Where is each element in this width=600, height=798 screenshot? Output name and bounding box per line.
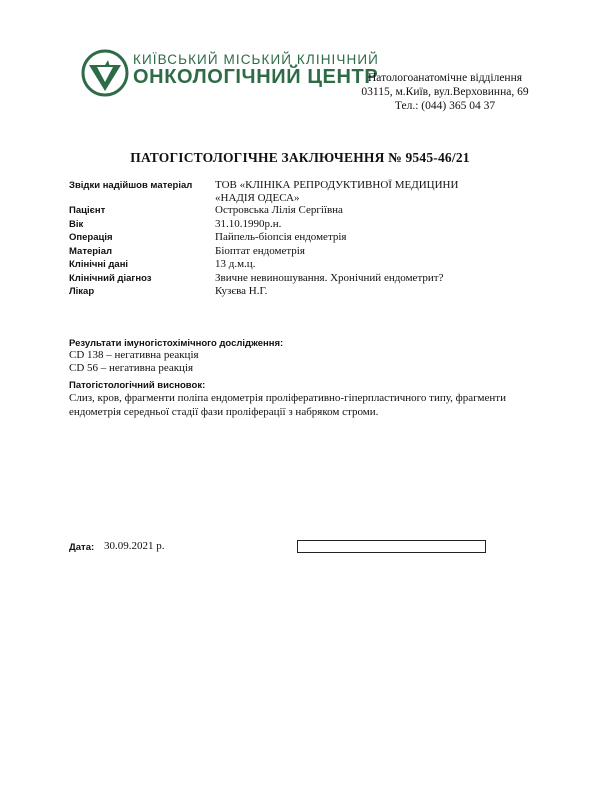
info-label: Пацієнт	[69, 205, 106, 216]
ihc-heading: Результати імуногістохімічного дослідження:	[69, 338, 284, 349]
document-title: ПАТОГІСТОЛОГІЧНЕ ЗАКЛЮЧЕННЯ № 9545-46/21	[130, 150, 470, 165]
department-block	[340, 71, 550, 113]
conclusion-text: Слиз, кров, фрагменти поліпа ендометрія проліферативно-гіперпластичного типу, фрагменти ендометрія середньої стадії фази проліферації з набряком строми.	[69, 392, 506, 418]
org-name-line2: ОНКОЛОГІЧНИЙ ЦЕНТР	[133, 66, 379, 88]
info-label: Матеріал	[69, 245, 113, 257]
info-row	[69, 285, 559, 299]
info-row	[69, 231, 559, 245]
info-value: Кузєва Н.Г.	[215, 285, 268, 297]
info-label: Вік	[69, 218, 84, 230]
ihc-result-item: CD 56 – негативна реакція	[69, 362, 194, 374]
department-name: Патологоанатомічне відділення	[367, 72, 523, 84]
date-label: Дата:	[69, 542, 95, 553]
ihc-result-item: CD 138 – негативна реакція	[69, 349, 199, 361]
info-label: Звідки надійшов матеріал	[69, 180, 193, 191]
info-row	[69, 204, 559, 218]
date-value: 30.09.2021 р.	[104, 540, 165, 552]
department-address: 03115, м.Київ, вул.Верховинна, 69	[361, 86, 529, 98]
org-name-line1: КИЇВСЬКИЙ МІСЬКИЙ КЛІНІЧНИЙ	[133, 52, 379, 67]
info-value: 13 д.м.ц.	[215, 258, 256, 270]
info-value: Біоптат ендометрія	[215, 244, 305, 257]
conclusion-heading: Патогістологічний висновок:	[69, 380, 206, 391]
info-row	[69, 245, 559, 259]
info-row	[69, 258, 559, 272]
department-phone: Тел.: (044) 365 04 37	[394, 100, 496, 112]
info-value: Островська Лілія Сергіївна	[215, 204, 343, 216]
info-label: Операція	[69, 232, 113, 243]
oncology-center-logo-icon	[80, 48, 130, 98]
info-row	[69, 179, 559, 204]
info-row	[69, 272, 559, 286]
signature-box	[297, 540, 486, 553]
ihc-results-list	[69, 349, 199, 375]
info-label: Клінічний діагноз	[69, 272, 152, 284]
info-value: ТОВ «КЛІНІКА РЕПРОДУКТИВНОЇ МЕДИЦИНИ «НАДІЯ ОДЕСА»	[215, 179, 459, 204]
info-row	[69, 218, 559, 232]
info-value: Звичне невиношування. Хронічний ендометрит?	[215, 271, 444, 284]
info-label: Клінічні дані	[69, 259, 129, 270]
info-value: 31.10.1990р.н.	[215, 217, 282, 230]
patient-info-table	[69, 179, 559, 299]
info-value: Пайпель-біопсія ендометрія	[215, 231, 347, 243]
info-label: Лікар	[69, 286, 95, 297]
